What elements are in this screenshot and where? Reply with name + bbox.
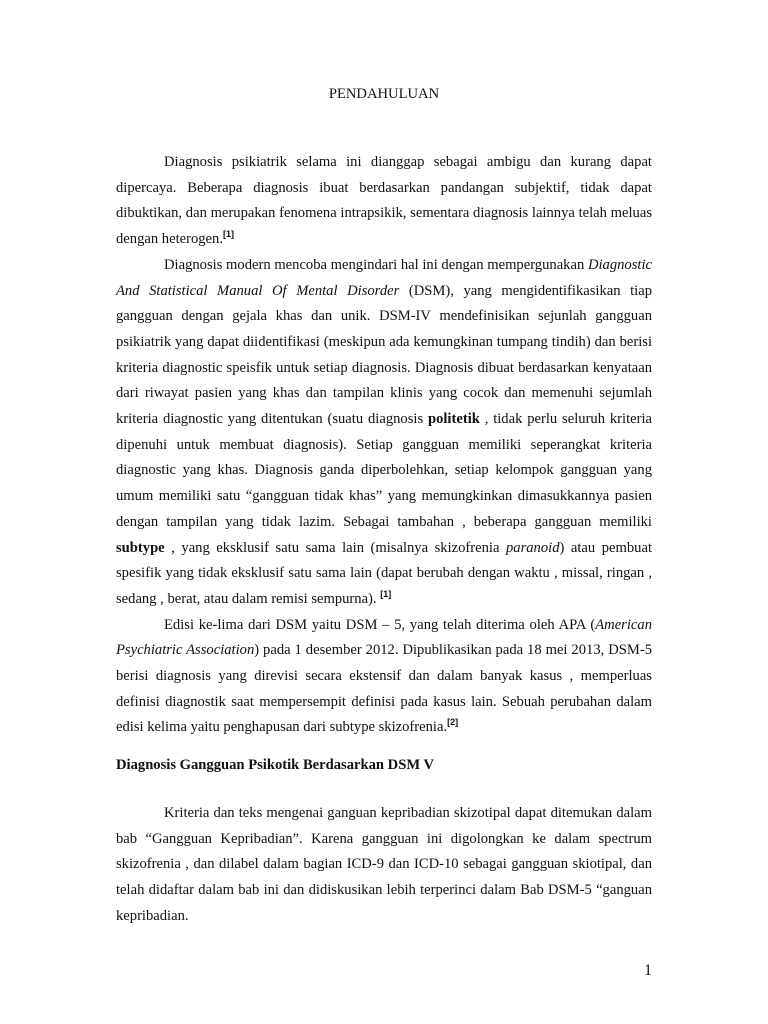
paragraph-1-text: Diagnosis psikiatrik selama ini dianggap sebagai ambigu dan kurang dapat dipercaya. Beberapa diagnosis ibuat berdasarkan pandangan subjektif, tidak dapat dibuktikan, dan merupakan fenomena intrapsikik, sementara diagnosis lainnya telah meluas dengan heterogen. [116,154,652,248]
term-paranoid: paranoid [505,539,560,556]
citation-ref: [1] [222,229,234,240]
paragraph-3-text-a: Edisi ke-lima dari DSM yaitu DSM – 5, yang telah diterima oleh APA ( [164,616,596,633]
paragraph-2 [116,253,652,613]
term-subtype: subtype [116,539,165,556]
paragraph-2-text-a: Diagnosis modern mencoba mengindari hal ini dengan mempergunakan [164,256,588,273]
paragraph-3-text-b: ) pada 1 desember 2012. Dipublikasikan pada 18 mei 2013, DSM-5 berisi diagnosis yang direvisi secara ekstensif dan dalam banyak kasus , memperluas definisi diagnostik saat mempersempit definisi pada kasus lain. Sebuah perubahan dalam edisi kelima yaitu penghapusan dari subtype skizofrenia. [116,642,652,736]
paragraph-2-text-b: (DSM), yang mengidentifikasikan tiap gangguan dengan gejala khas dan unik. DSM-IV mendefinisikan sejunlah gangguan psikiatrik yang dapat diidentifikasi (meskipun ada kemungkinan tumpang tindih) dan berisi kriteria diagnostic speisfik untuk setiap diagnosis. Diagnosis dibuat berdasarkan kenyataan dari riwayat pasien yang khas dan tampilan klinis yang cocok dan memenuhi sejumlah kriteria diagnostic yang ditentukan (suatu diagnosis [116,282,652,428]
page-number: 1 [644,962,652,979]
section-dsm5 [116,801,652,930]
term-politetik: politetik [427,411,480,428]
paragraph-4: Kriteria dan teks mengenai ganguan kepribadian skizotipal dapat ditemukan dalam bab “Gangguan Kepribadian”. Karena gangguan ini digolongkan ke dalam spectrum skizofrenia , dan dilabel dalam bagian ICD-9 dan ICD-10 sebagai gangguan skiotipal, dan telah didaftar dalam bab ini dan didiskusikan lebih terperinci dalam Bab DSM-5 “ganguan kepribadian. [116,805,652,924]
citation-ref: [2] [447,717,459,728]
apa-full-name: American Psychiatric Association [116,616,652,659]
paragraph-2-text-c: , tidak perlu seluruh kriteria dipenuhi untuk membuat diagnosis). Setiap gangguan memiliki seperangkat kriteria diagnostic yang khas. Diagnosis ganda diperbolehkan, setiap kelompok gangguan yang umum memiliki satu “gangguan tidak khas” yang memungkinkan dimasukkannya pasien dengan tampilan yang tidak lazim. Sebagai tambahan , beberapa gangguan memiliki [116,411,653,530]
paragraph-2-text-d: , yang eksklusif satu sama lain (misalnya skizofrenia [164,539,506,556]
dsm-full-title: Diagnostic And Statistical Manual Of Mental Disorder [116,256,652,299]
section-introduction [116,150,652,741]
paragraph-2-text-e: ) atau pembuat spesifik yang tidak eksklusif satu sama lain (dapat berubah dengan waktu , missal, ringan , sedang , berat, atau dalam remisi sempurna). [116,539,652,607]
paragraph-3 [116,613,652,742]
citation-ref: [1] [380,588,392,599]
page-title: PENDAHULUAN [328,86,440,102]
paragraph-1 [116,150,652,253]
section-heading: Diagnosis Gangguan Psikotik Berdasarkan DSM V [116,757,435,773]
